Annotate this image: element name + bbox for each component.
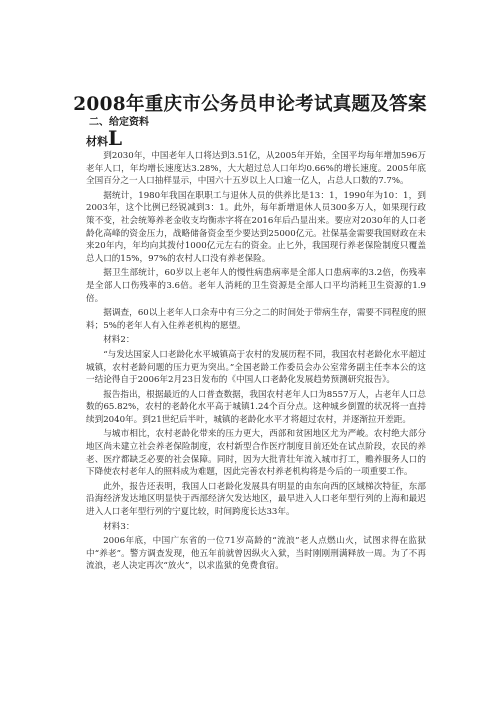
paragraph: 与城市相比，农村老龄化带来的压力更大，西部和贫困地区尤为严峻。农村绝大部分地区尚未建立社会养老保险制度，农村新型合作医疗制度目前还处在试点阶段，农民的养老、医疗都缺乏必要的社会保障。同时，因为大批青壮年流入城市打工，赡养服务人口的下降使农村老年人的照料成为难题，因此完善农村养老机构将是今后的一项重要工作。 (86, 429, 426, 478)
paragraph: 到2030年，中国老年人口将达到3.51亿，从2005年开始，全国平均每年增加596万老年人口，年均增长速度达3.28%，大大超过总人口年均0.66%的增长速度。2005年底全国百分之一人口抽样显示，中国六十五岁以上人口逾一亿人，占总人口数的7.7%。 (86, 151, 426, 187)
paragraph: 报告指出，根据最近的人口普查数据，我国农村老年人口为8557万人，占老年人口总数的65.82%，农村的老龄化水平高于城镇1.24个百分点。这种城乡倒置的状况将一直持续到2040年。到21世纪后半叶，城镇的老龄化水平才将超过农村，并逐渐拉开差距。 (86, 389, 426, 425)
document-title: 2008年重庆市公务员申论考试真题及答案 (73, 94, 427, 115)
document-body (86, 150, 426, 575)
paragraph: 2006年底，中国广东省的一位71岁高龄的“流浪”老人点燃山火，试图求得在监狱中“养老”。警方调查发现，他五年前就曾因纵火入狱，当时刚刚刑满释放一周。为了不再流浪，老人决定再次“放火”，以求监狱的免费食宿。 (86, 536, 426, 572)
section-heading: 二、给定资料 (89, 117, 149, 128)
material-1-prefix: 材料 (86, 135, 108, 148)
material-1-heading (86, 128, 122, 149)
material-2-heading: 材料2： (103, 335, 135, 346)
material-1-letter: L (108, 126, 123, 150)
paragraph: 据卫生部统计，60岁以上老年人的慢性病患病率是全部人口患病率的3.2倍，伤残率是全部人口伤残率的3.6倍。老年人消耗的卫生资源是全部人口平均消耗卫生资源的1.9倍。 (86, 268, 426, 304)
paragraph: 据统计，1980年我国在职职工与退休人员的供养比是13：1，1990年为10：1，到2003年，这个比例已经锐减到3：1。此外，每年新增退休人员300多万人，如果现行政策不变，社会统筹养老金收支均衡赤字将在2016年后凸显出来。要应对2030年的人口老龄化高峰的资金压力，战略储备资金至少要达到25000亿元。社保基金需要我国财政在未来20年内，年均向其拨付1000亿元左右的资金。止匕外，我国现行养老保险制度只覆盖总人口的15%，97%的农村人口没有养老保险。 (86, 190, 426, 264)
material-3-heading: 材料3： (103, 521, 135, 532)
paragraph: 此外，报告还表明，我国人口老龄化发展具有明显的由东向西的区域梯次特征，东部沿海经济发达地区明显快于西部经济欠发达地区，最早进入人口老年型行列的上海和最迟进入人口老年型行列的宁夏比较，时间跨度长达33年。 (86, 481, 426, 518)
paragraph: 据调查，60以上老年人口余寿中有三分之二的时间处于带病生存，需要不同程度的照料；5%的老年人有入住养老机构的愿望。 (86, 308, 426, 331)
paragraph: “与发达国家人口老龄化水平城镇高于农村的发展历程不同，我国农村老龄化水平超过城镇，农村老龄问题的压力更为突出。”全国老龄工作委员会办公室常务副主任李本公的这一结论得自于2006年2月23日发布的《中国人口老龄化发展趋势预测研究报告》。 (86, 349, 426, 386)
